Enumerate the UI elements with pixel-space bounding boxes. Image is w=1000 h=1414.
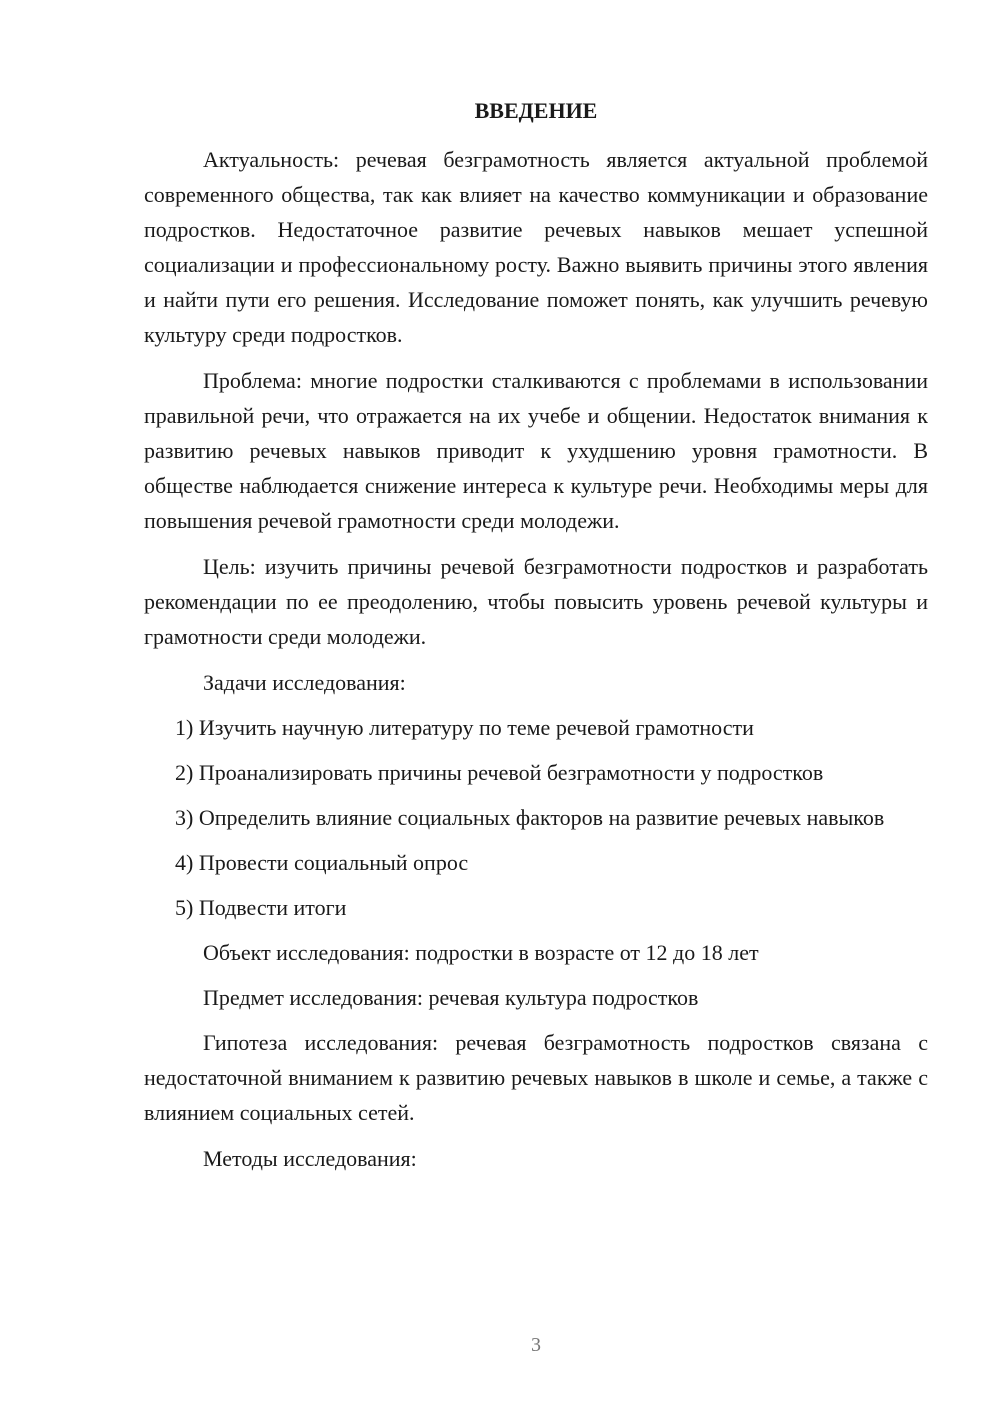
paragraph-subject: Предмет исследования: речевая культура подростков bbox=[203, 985, 699, 1010]
task-item: 5) Подвести итоги bbox=[175, 895, 347, 920]
paragraph-relevance: Актуальность: речевая безграмотность является актуальной проблемой современного общества, так как влияет на качество коммуникации и образование подростков. Недостаточное развитие речевых навыков мешает успешной социализации и профессиональному росту. Важно выявить причины этого явления и найти пути его решения. Исследование поможет понять, как улучшить речевую культуру среди подростков. bbox=[144, 147, 928, 347]
paragraph-object: Объект исследования: подростки в возрасте от 12 до 18 лет bbox=[203, 940, 759, 965]
page-number: 3 bbox=[531, 1334, 541, 1356]
paragraph-goal: Цель: изучить причины речевой безграмотности подростков и разработать рекомендации по ее преодолению, чтобы повысить уровень речевой культуры и грамотности среди молодежи. bbox=[144, 554, 928, 649]
paragraph-problem: Проблема: многие подростки сталкиваются с проблемами в использовании правильной речи, что отражается на их учебе и общении. Недостаток внимания к развитию речевых навыков приводит к ухудшению уровня грамотности. В обществе наблюдается снижение интереса к культуре речи. Необходимы меры для повышения речевой грамотности среди молодежи. bbox=[144, 368, 928, 533]
document-body bbox=[144, 142, 928, 1186]
paragraph-hypothesis: Гипотеза исследования: речевая безграмотность подростков связана с недостаточной вниманием к развитию речевых навыков в школе и семье, а также с влиянием социальных сетей. bbox=[144, 1030, 928, 1125]
task-item: 3) Определить влияние социальных факторов на развитие речевых навыков bbox=[175, 805, 885, 830]
task-item: 1) Изучить научную литературу по теме речевой грамотности bbox=[175, 715, 754, 740]
task-item: 4) Провести социальный опрос bbox=[175, 850, 469, 875]
page-title: ВВЕДЕНИЕ bbox=[474, 98, 598, 123]
methods-heading: Методы исследования: bbox=[203, 1146, 417, 1171]
tasks-heading: Задачи исследования: bbox=[203, 670, 406, 695]
task-item: 2) Проанализировать причины речевой безграмотности у подростков bbox=[175, 760, 824, 785]
